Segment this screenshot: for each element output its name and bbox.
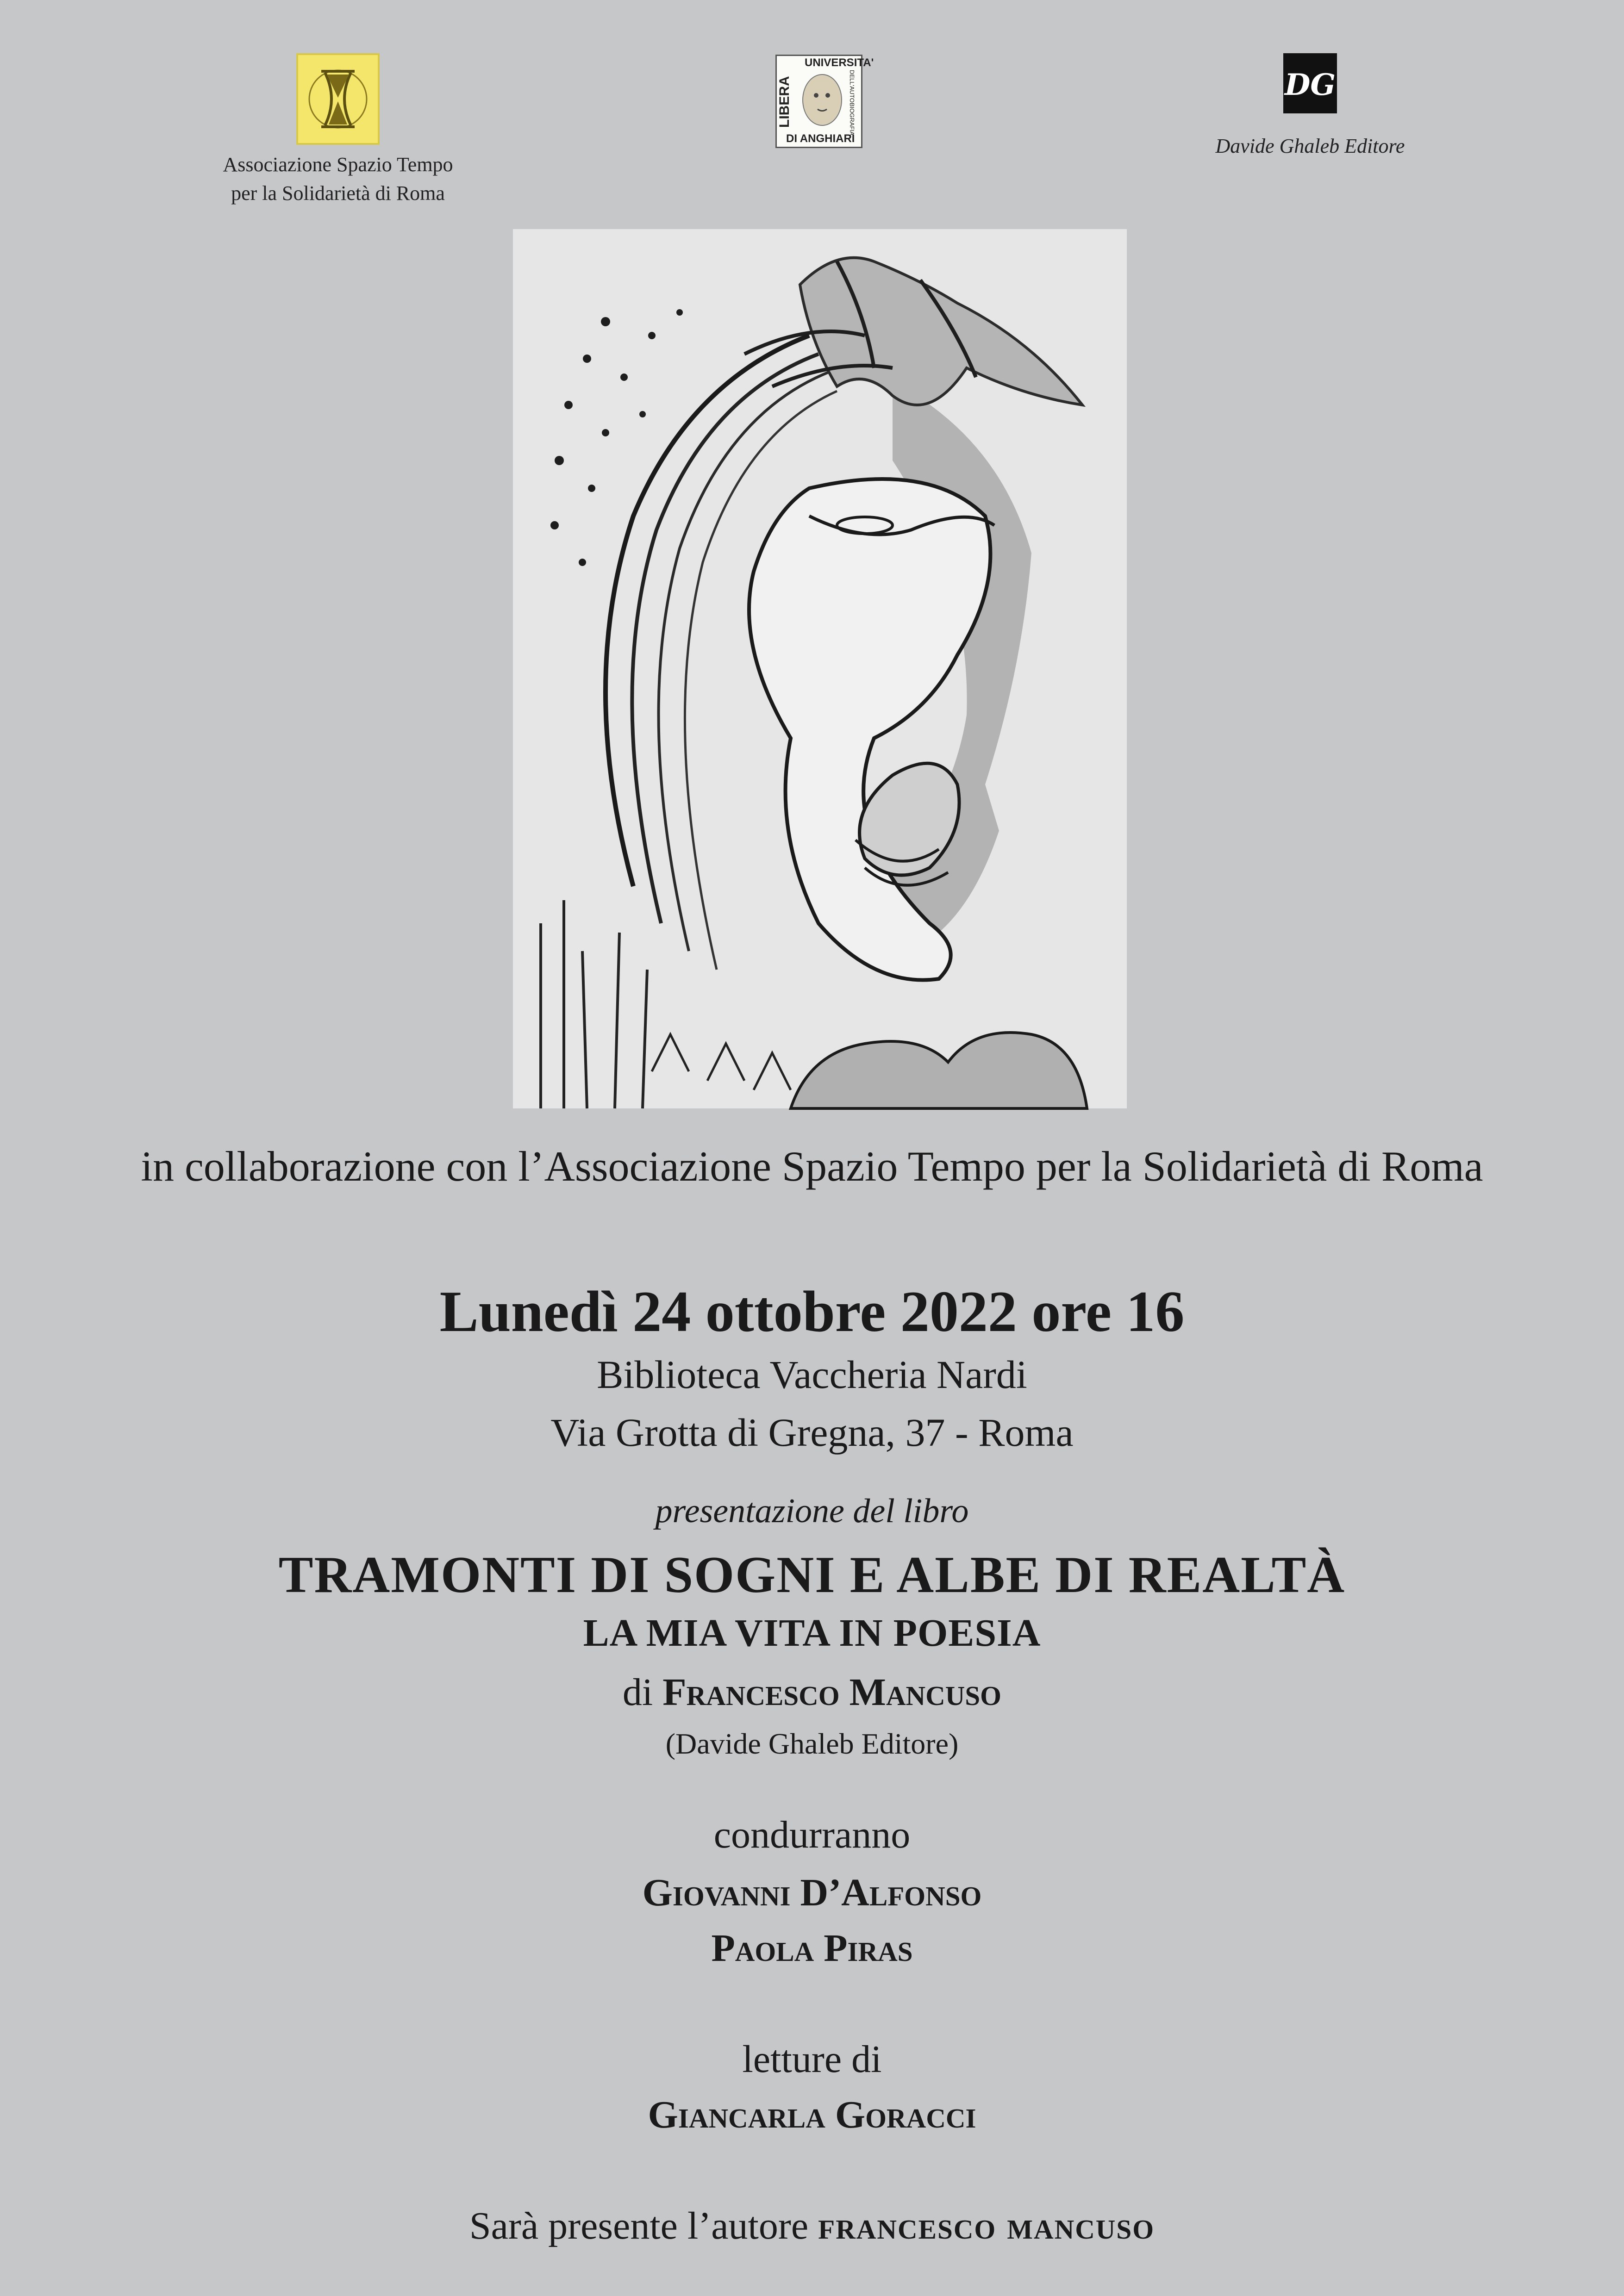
book-publisher: (Davide Ghaleb Editore) (665, 1727, 959, 1760)
collaboration-text: in collaborazione con l’Associazione Spazio Tempo per la Solidarietà di Roma (141, 1143, 1483, 1190)
event-datetime: Lunedì 24 ottobre 2022 ore 16 (439, 1280, 1185, 1344)
dg-monogram: DG (1284, 68, 1336, 102)
logo-left-caption-2: per la Solidarietà di Roma (231, 182, 445, 205)
closing-prefix: Sarà presente l’autore (469, 2204, 809, 2247)
logo-davide-ghaleb (1185, 53, 1435, 161)
logo-right-caption: Davide Ghaleb Editore (1215, 135, 1405, 157)
logo-associazione (204, 53, 472, 208)
hosts-label: condurranno (713, 1813, 911, 1856)
event-address: Via Grotta di Gregna, 37 - Roma (550, 1410, 1074, 1455)
book-author-prefix: di (622, 1671, 653, 1714)
logo-center-bottom-text: DI ANGHIARI (786, 132, 855, 145)
pencil-drawing-artwork-icon (513, 229, 1127, 1108)
logo-center-top-text: UNIVERSITA' (805, 56, 874, 69)
event-venue: Biblioteca Vaccheria Nardi (597, 1352, 1027, 1397)
host-name: Paola Piras (711, 1927, 913, 1970)
logo-libera-universita (775, 55, 874, 148)
logo-center-side-text: DELL'AUTOBIOGRAFIA (849, 70, 856, 136)
host-name: Giovanni D’Alfonso (642, 1871, 982, 1914)
logo-center-vertical-text: LIBERA (777, 76, 792, 128)
dg-publisher-logo-icon (1283, 53, 1337, 113)
hourglass-logo-icon (296, 53, 380, 145)
book-subtitle: LA MIA VITA IN POESIA (583, 1612, 1041, 1655)
book-author-line (0, 1667, 1624, 1718)
logo-left-caption-1: Associazione Spazio Tempo (223, 153, 453, 176)
closing-author-name: francesco mancuso (818, 2204, 1155, 2247)
book-title: TRAMONTI DI SOGNI E ALBE DI REALTÀ (278, 1546, 1346, 1604)
readings-label: letture di (742, 2038, 882, 2081)
book-intro: presentazione del libro (655, 1492, 969, 1530)
book-author: Francesco Mancuso (662, 1671, 1002, 1714)
libera-universita-logo-icon (775, 55, 874, 148)
closing-line (0, 2201, 1624, 2252)
reader-name: Giancarla Goracci (648, 2093, 976, 2136)
